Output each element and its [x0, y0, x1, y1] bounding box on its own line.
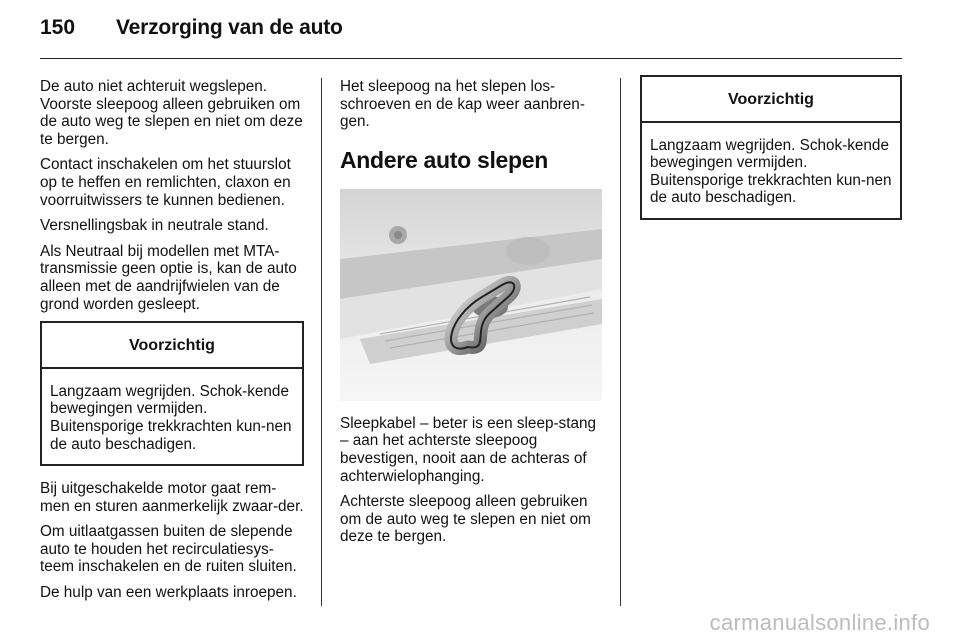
- caution-box: [640, 75, 902, 220]
- caution-title: Voorzichtig: [42, 323, 302, 369]
- paragraph: De auto niet achteruit wegslepen. Voorste sleepoog alleen gebruiken om de auto weg te slepen en niet om deze te bergen.: [40, 78, 303, 148]
- header-divider: [40, 58, 902, 59]
- caution-text: Langzaam wegrijden. Schok-kende bewegingen vermijden. Buitensporige trekkrachten kun-nen de auto beschadigen.: [50, 382, 292, 453]
- caution-text: Langzaam wegrijden. Schok-kende bewegingen vermijden. Buitensporige trekkrachten kun-nen de auto beschadigen.: [650, 136, 892, 207]
- paragraph: Om uitlaatgassen buiten de slepende auto te houden het recirculatiesys-teem inschakelen en de ruiten sluiten.: [40, 523, 297, 576]
- column-divider: [321, 78, 322, 606]
- watermark-text: carmanualsonline.info: [709, 610, 930, 635]
- column-left: [40, 78, 304, 610]
- paragraph: Bij uitgeschakelde motor gaat rem-men en sturen aanmerkelijk zwaar-der.: [40, 480, 304, 515]
- caution-title: Voorzichtig: [642, 77, 900, 123]
- paragraph: Contact inschakelen om het stuurslot op te heffen en remlichten, claxon en voorruitwissers te kunnen bedienen.: [40, 156, 291, 209]
- page-number: 150: [40, 16, 76, 39]
- caution-box: [40, 321, 304, 466]
- paragraph: Achterste sleepoog alleen gebruiken om de auto weg te slepen en niet om deze te bergen.: [340, 493, 591, 546]
- column-divider: [620, 78, 621, 606]
- paragraph: De hulp van een werkplaats inroepen.: [40, 584, 297, 602]
- chapter-title: Verzorging van de auto: [116, 16, 343, 39]
- paragraph: Sleepkabel – beter is een sleep-stang – aan het achterste sleepoog bevestigen, nooit aan de achteras of achterwielophanging.: [340, 414, 596, 485]
- paragraph: Als Neutraal bij modellen met MTA-transmissie geen optie is, kan de auto alleen met de aandrijfwielen van de grond worden gesleept.: [40, 242, 297, 313]
- tow-eye-drawing: [340, 189, 602, 401]
- paragraph: Versnellingsbak in neutrale stand.: [40, 217, 269, 235]
- section-heading: Andere auto slepen: [340, 146, 549, 173]
- column-middle: [340, 78, 606, 554]
- column-right: [640, 78, 902, 234]
- page-header: [40, 16, 902, 50]
- tow-eye-illustration: [340, 189, 602, 401]
- paragraph: Het sleepoog na het slepen los-schroeven en de kap weer aanbren-gen.: [340, 78, 585, 131]
